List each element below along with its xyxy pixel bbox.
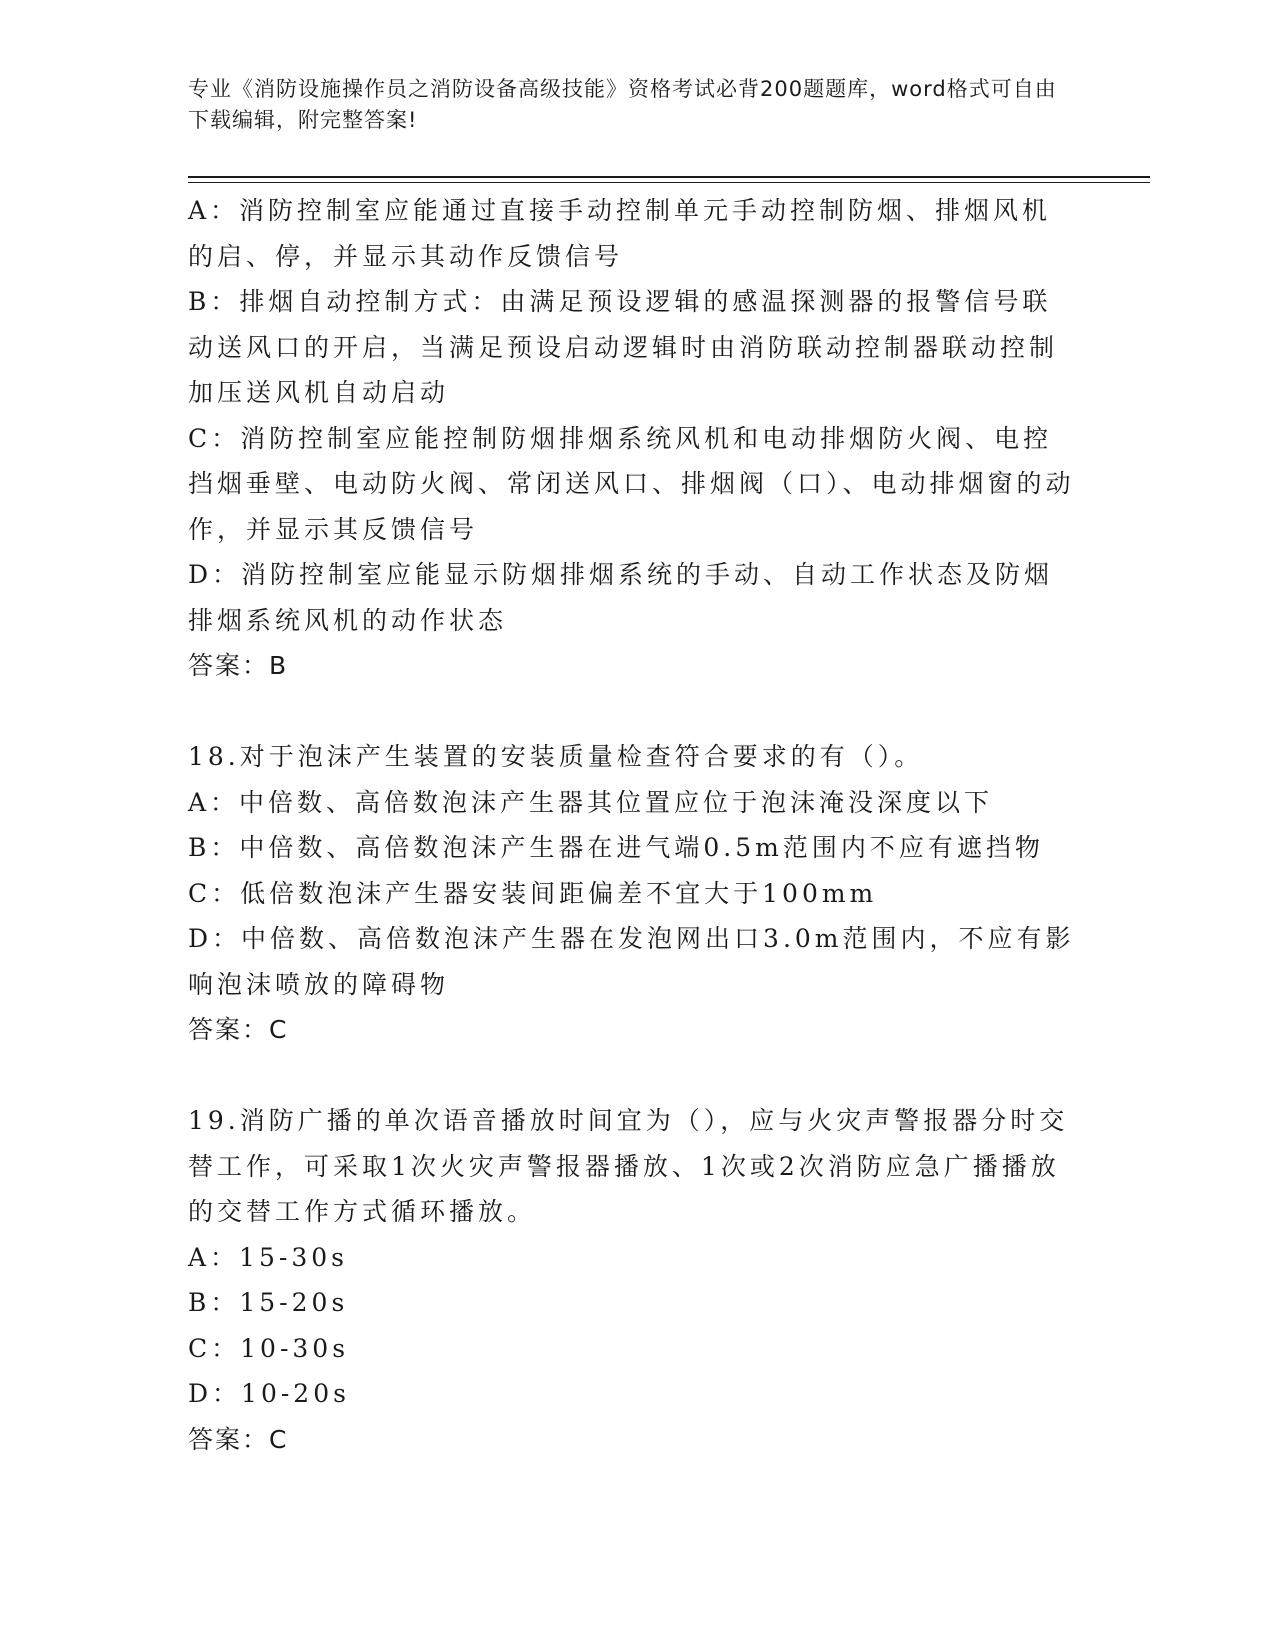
q17-option-c: C：消防控制室应能控制防烟排烟系统风机和电动排烟防火阀、电控挡烟垂壁、电动防火阀、常闭送风口、排烟阀（口）、电动排烟窗的动作，并显示其反馈信号	[188, 423, 1075, 544]
q18-option-c: C：低倍数泡沫产生器安装间距偏差不宜大于100mm	[188, 878, 878, 908]
q18-option-a: A：中倍数、高倍数泡沫产生器其位置应位于泡沫淹没深度以下	[188, 787, 994, 817]
q18-option-b: B：中倍数、高倍数泡沫产生器在进气端0.5m范围内不应有遮挡物	[188, 833, 1044, 862]
q18-stem: 18.对于泡沫产生装置的安装质量检查符合要求的有（）。	[188, 742, 924, 771]
q19-option-b: B：15-20s	[188, 1288, 349, 1317]
q18-option-d: D：中倍数、高倍数泡沫产生器在发泡网出口3.0m范围内，不应有影响泡沫喷放的障碍物	[188, 924, 1075, 999]
question-content	[188, 188, 1078, 1462]
q17-option-d: D：消防控制室应能显示防烟排烟系统的手动、自动工作状态及防烟排烟系统风机的动作状态	[188, 560, 1054, 635]
q19-stem: 19.消防广播的单次语音播放时间宜为（），应与火灾声警报器分时交替工作，可采取1次火灾声警报器播放、1次或2次消防应急广播播放的交替工作方式循环播放。	[188, 1106, 1069, 1226]
q17-answer: 答案：B	[188, 651, 289, 680]
header-divider-thin	[188, 182, 1150, 183]
q19-option-d: D：10-20s	[188, 1379, 350, 1408]
q19-answer: 答案：C	[188, 1424, 289, 1454]
question-19-block	[188, 1098, 1078, 1462]
q18-answer: 答案：C	[188, 1015, 289, 1044]
question-18-block	[188, 734, 1078, 1053]
q17-option-b: B：排烟自动控制方式：由满足预设逻辑的感温探测器的报警信号联动送风口的开启，当满足预设启动逻辑时由消防联动控制器联动控制加压送风机自动启动	[188, 287, 1059, 407]
document-header: 专业《消防设施操作员之消防设备高级技能》资格考试必背200题题库，word格式可自由下载编辑，附完整答案!	[188, 77, 1057, 132]
q19-option-a: A：15-30s	[188, 1242, 348, 1272]
spacer	[188, 689, 1078, 735]
q17-option-a: A：消防控制室应能通过直接手动控制单元手动控制防烟、排烟风机的启、停，并显示其动作反馈信号	[188, 196, 1052, 271]
question-17-block	[188, 188, 1078, 689]
spacer	[188, 1053, 1078, 1099]
q19-option-c: C：10-30s	[188, 1333, 350, 1363]
header-divider-thick	[188, 176, 1150, 178]
